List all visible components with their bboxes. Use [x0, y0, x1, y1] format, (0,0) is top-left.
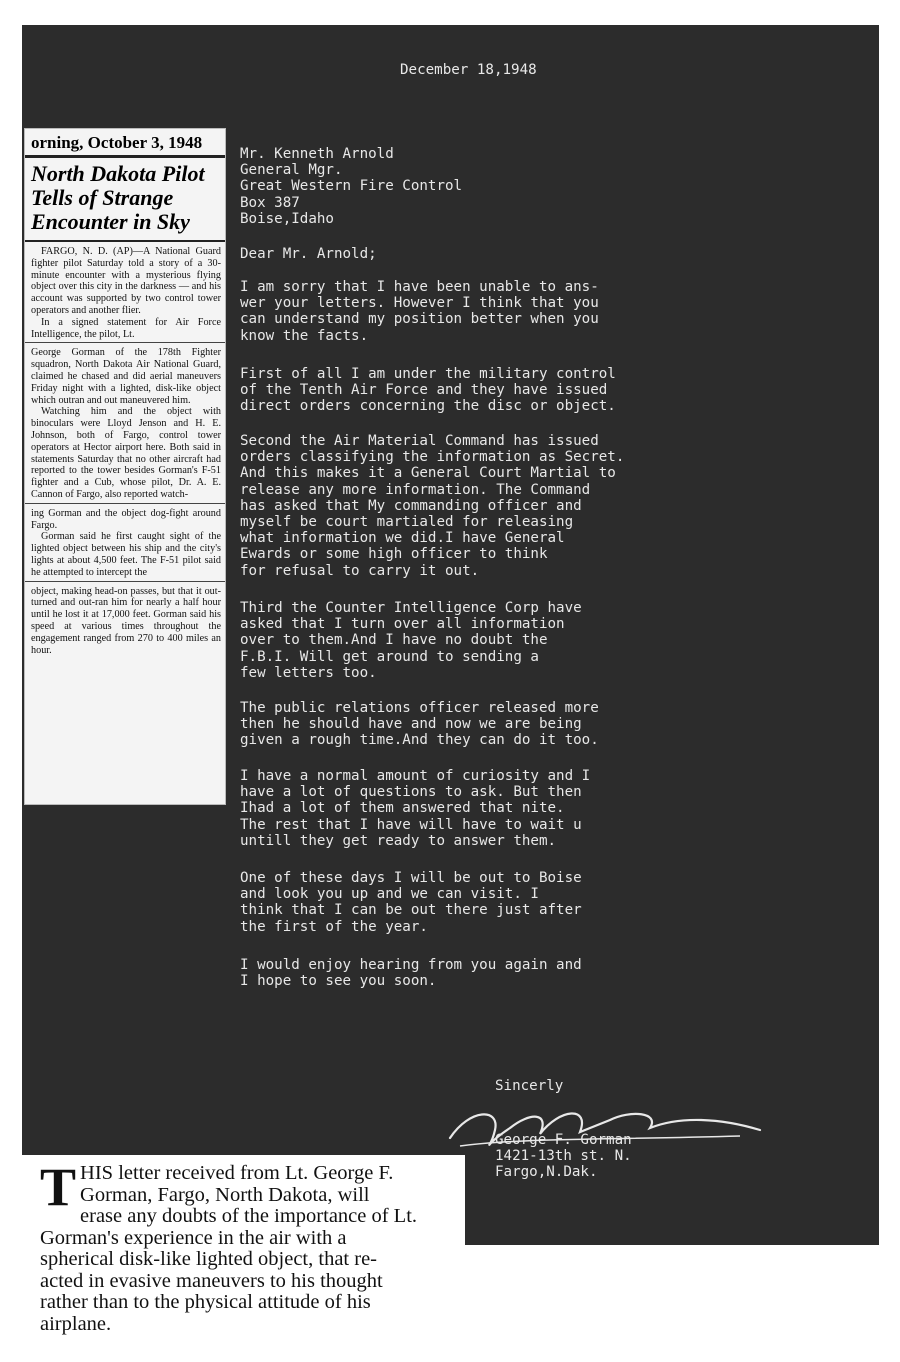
clipping-column: George Gorman of the 178th Fighter squadron, North Dakota Air National Guard, claimed he chased and did aerial maneuvers Friday night with a lighted, disk-like object which outran and out maneuvered him. Watching him and the object with binoculars were Lloyd Jenson and H. E. Johnson, both of Fargo, control tower operators at Hector airport here. Both said in statements Saturday that no other aircraft had reported to the tower besides Gorman's F-51 fighter and a Cub, whose pilot, Dr. A. E. Cannon of Fargo, also reported watch- [31, 347, 221, 500]
signer-block [495, 1132, 632, 1181]
salutation: Dear Mr. Arnold; [240, 246, 377, 262]
letter-paragraph: One of these days I will be out to Boise and look you up and we can visit. I think that I can be out there just after the first of the year. [240, 870, 582, 935]
recipient-address [240, 146, 462, 227]
letter-paragraph: First of all I am under the military control of the Tenth Air Force and they have issued direct orders concerning the disc or object. [240, 366, 616, 415]
letter-paragraph: Third the Counter Intelligence Corp have asked that I turn over all information over to them.And I have no doubt the F.B.I. Will get around to sending a few letters too. [240, 600, 582, 681]
newspaper-clipping [24, 128, 226, 805]
letter-paragraph: Second the Air Material Command has issued orders classifying the information as Secret. And this makes it a General Court Martial to release any more information. The Command has asked that My commanding officer and myself be court martialed for releasing what information we did.I have General Ewards or some high officer to think for refusal to carry it out. [240, 433, 625, 579]
clipping-column: object, making head-on passes, but that it out-turned and out-ran him for nearly a half hour until he lost it at 17,000 feet. Gorman said his speed at various times throughout the engagement ranged from 270 to 400 miles an hour. [31, 585, 221, 656]
letter-paragraph: I would enjoy hearing from you again and I hope to see you soon. [240, 957, 582, 990]
recipient-company: Great Western Fire Control [240, 178, 463, 195]
recipient-box: Box 387 [240, 194, 300, 211]
letter-paragraph: I have a normal amount of curiosity and I have a lot of questions to ask. But then Ihad a lot of them answered that nite. The rest that I have will have to wait u untill they get ready to answer them. [240, 768, 591, 849]
letter-paragraph: I am sorry that I have been unable to ans- wer your letters. However I think that you can understand my position better when you know the facts. [240, 279, 599, 344]
clipping-dateline: orning, October 3, 1948 [25, 129, 225, 158]
clipping-column: ing Gorman and the object dog-fight around Fargo. Gorman said he first caught sight of the lighted object between his ship and the city's lights at about 4,500 feet. The F-51 pilot said he attempted to intercept the [31, 507, 221, 578]
recipient-title: General Mgr. [240, 162, 343, 179]
clipping-headline: North Dakota Pilot Tells of Strange Encounter in Sky [25, 158, 225, 242]
signer-street: 1421-13th st. N. [495, 1148, 632, 1165]
caption-dropcap: T [40, 1157, 77, 1217]
signer-city: Fargo,N.Dak. [495, 1164, 598, 1181]
letter-date: December 18,1948 [400, 62, 537, 78]
signer-name: George F. Gorman [495, 1132, 632, 1148]
letter-closing: Sincerly [495, 1078, 564, 1094]
caption-text: T HIS letter received from Lt. George F. Gorman, Fargo, North Dakota, will erase any doubts of the importance of Lt. Gorman's experience in the air with a spherical disk-like lighted object, that re- acted in evasive maneuvers to his thought rather than to the physical attitude of his airplane. [40, 1157, 418, 1335]
clipping-column: FARGO, N. D. (AP)—A National Guard fighter pilot Saturday told a story of a 30-minute encounter with a mysterious flying object over this city in the darkness — and his account was supported by two control tower operators and another flier. In a signed statement for Air Force Intelligence, the pilot, Lt. [31, 246, 221, 340]
recipient-city: Boise,Idaho [240, 210, 334, 227]
letter-paragraph: The public relations officer released more then he should have and now we are being given a rough time.And they can do it too. [240, 700, 599, 749]
recipient-name: Mr. Kenneth Arnold [240, 146, 394, 162]
